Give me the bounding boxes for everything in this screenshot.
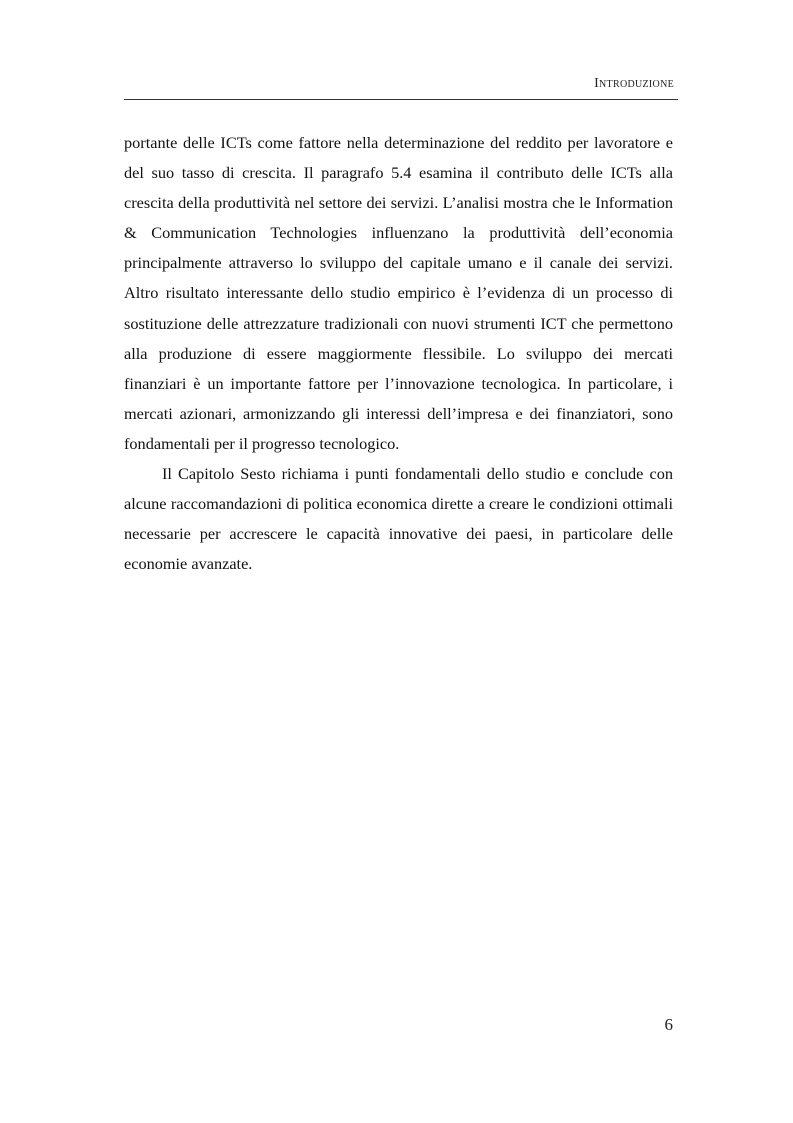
paragraph-continuation: portante delle ICTs come fattore nella determinazione del reddito per lavoratore e del suo tasso di crescita. Il paragrafo 5.4 esamina il contributo delle ICTs alla crescita della produttività nel settore dei servizi. L’analisi mostra che le Information & Communication Technologies influenzano la produttività dell’economia principalmente attraverso lo sviluppo del capitale umano e il canale dei servizi. Altro risultato interessante dello studio empirico è l’evidenza di un processo di sostituzione delle attrezzature tradizionali con nuovi strumenti ICT che permettono alla produzione di essere maggiormente flessibile. Lo sviluppo dei mercati finanziari è un importante fattore per l’innovazione tecnologica. In particolare, i mercati azionari, armonizzando gli interessi dell’impresa e dei finanziatori, sono fondamentali per il progresso tecnologico.	[124, 133, 673, 453]
page-number: 6	[664, 1015, 673, 1034]
paragraph-chapter-six: Il Capitolo Sesto richiama i punti fondamentali dello studio e conclude con alcune raccomandazioni di politica economica dirette a creare le condizioni ottimali necessarie per accrescere le capacità innovative dei paesi, in particolare delle economie avanzate.	[124, 464, 673, 574]
body-text	[124, 128, 673, 579]
running-header-title: Introduzione	[594, 76, 674, 91]
running-header	[124, 74, 678, 100]
